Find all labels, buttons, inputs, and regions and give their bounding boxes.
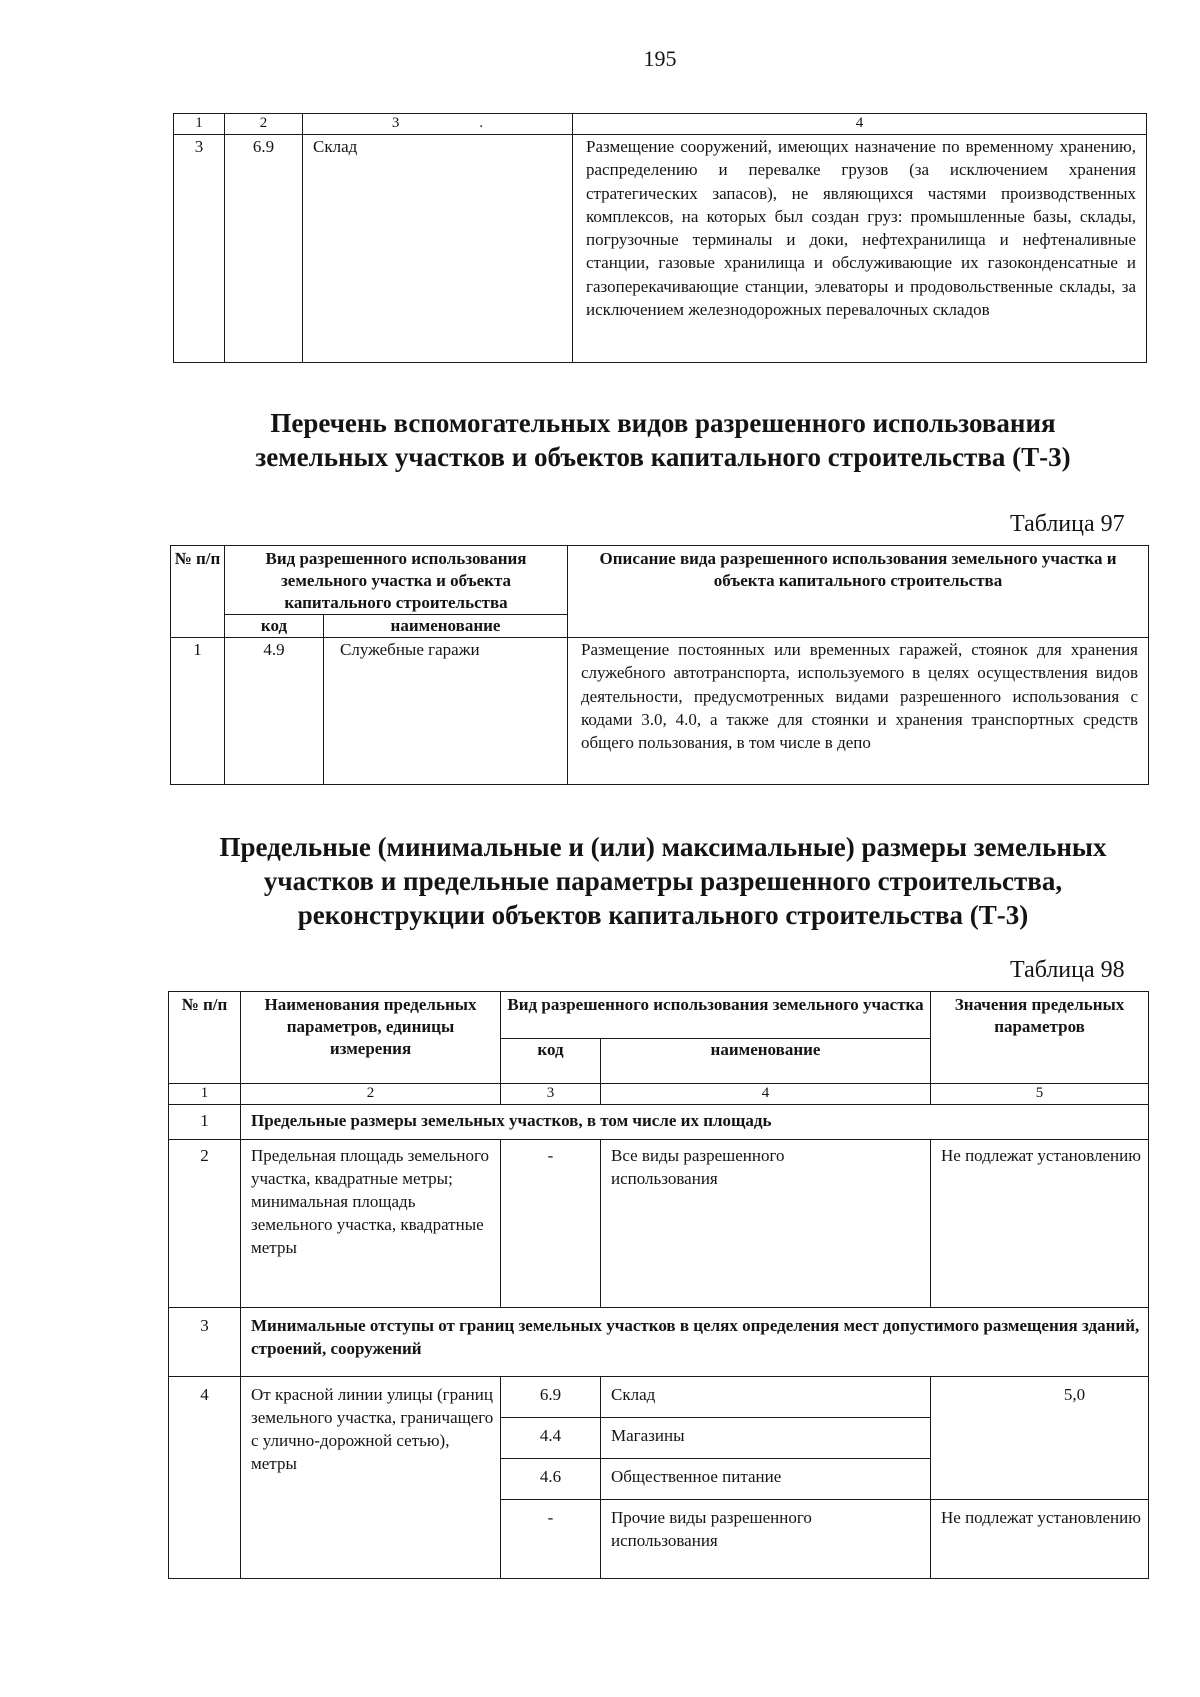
row-name: Магазины [601, 1418, 931, 1459]
row-code: 4.6 [501, 1459, 601, 1500]
row-value: Не подлежат установлению [931, 1140, 1149, 1308]
table-98-label: Таблица 98 [1010, 957, 1125, 983]
col-num-1: 1 [174, 114, 225, 135]
col-num-4: 4 [573, 114, 1147, 135]
row-number: 4 [169, 1377, 241, 1579]
section-row [169, 1308, 1149, 1377]
header-type: Вид разрешенного использования земельного участка [501, 992, 931, 1039]
heading-line: Перечень вспомогательных видов разрешенного использования [270, 408, 1056, 438]
row-number: 3 [169, 1308, 241, 1377]
row-description: Размещение постоянных или временных гаражей, стоянок для хранения служебного автотранспорта, используемого в целях осуществления видов деятельности, предусмотренных видами разрешенного использования с кодами 3.0, 4.0, а также для стоянки и хранения транспортных средств общего пользования, в том числе в депо [568, 638, 1149, 785]
section-row [169, 1105, 1149, 1140]
heading-line: реконструкции объектов капитального строительства (Т-3) [297, 900, 1029, 930]
row-param: От красной линии улицы (границ земельного участка, граничащего с улично-дорожной сетью), метры [241, 1377, 501, 1579]
row-code: 4.9 [225, 638, 324, 785]
col-num-3: 3 [501, 1084, 601, 1105]
row-name: Все виды разрешенного использования [601, 1140, 931, 1308]
row-number: 1 [171, 638, 225, 785]
header-value: Значения предельных параметров [931, 992, 1149, 1084]
section-title: Минимальные отступы от границ земельных участков в целях определения мест допустимого размещения зданий, строений, сооружений [241, 1308, 1149, 1377]
header-code: код [501, 1039, 601, 1084]
row-code: 4.4 [501, 1418, 601, 1459]
table-row [169, 1377, 1149, 1418]
col-num-3: 3 . [303, 114, 573, 135]
heading-auxiliary-uses [130, 406, 1196, 474]
section-title: Предельные размеры земельных участков, в том числе их площадь [241, 1105, 1149, 1140]
row-param: Предельная площадь земельного участка, квадратные метры; минимальная площадь земельного участка, квадратные метры [241, 1140, 501, 1308]
table-97-label: Таблица 97 [1010, 511, 1125, 537]
table-header-row [171, 546, 1149, 615]
row-code: 6.9 [501, 1377, 601, 1418]
col-num-2: 2 [225, 114, 303, 135]
row-value: 5,0 [931, 1377, 1149, 1500]
heading-line: земельных участков и объектов капитального строительства (Т-3) [255, 442, 1071, 472]
row-code: - [501, 1500, 601, 1579]
table-98 [168, 991, 1149, 1579]
heading-line: Предельные (минимальные и (или) максимальные) размеры земельных [219, 832, 1107, 862]
page-number: 195 [643, 46, 677, 71]
row-number: 1 [169, 1105, 241, 1140]
table-header-row [169, 992, 1149, 1039]
row-code: 6.9 [225, 135, 303, 363]
row-value: Не подлежат установлению [931, 1500, 1149, 1579]
header-param: Наименования предельных параметров, единицы измерения [241, 992, 501, 1084]
col-num-1: 1 [169, 1084, 241, 1105]
row-name: Прочие виды разрешенного использования [601, 1500, 931, 1579]
row-name: Склад [601, 1377, 931, 1418]
col-num-5: 5 [931, 1084, 1149, 1105]
table-row [169, 1140, 1149, 1308]
header-name: наименование [324, 615, 568, 638]
heading-line: участков и предельные параметры разрешенного строительства, [263, 866, 1063, 896]
row-number: 2 [169, 1140, 241, 1308]
table-continuation [173, 113, 1147, 363]
header-num: № п/п [169, 992, 241, 1084]
row-name: Служебные гаражи [324, 638, 568, 785]
header-description: Описание вида разрешенного использования земельного участка и объекта капитального строительства [568, 546, 1149, 638]
row-name: Общественное питание [601, 1459, 931, 1500]
header-code: код [225, 615, 324, 638]
column-number-row [169, 1084, 1149, 1105]
table-row [171, 638, 1149, 785]
table-row [174, 135, 1147, 363]
header-type: Вид разрешенного использования земельного участка и объекта капитального строительства [225, 546, 568, 615]
col-num-4: 4 [601, 1084, 931, 1105]
table-header-row [174, 114, 1147, 135]
table-97 [170, 545, 1149, 785]
row-code: - [501, 1140, 601, 1308]
heading-limits [130, 830, 1196, 932]
row-description: Размещение сооружений, имеющих назначение по временному хранению, распределению и перевалке грузов (за исключением хранения стратегических запасов), не являющихся частями производственных комплексов, на которых был создан груз: промышленные базы, склады, погрузочные терминалы и доки, нефтехранилища и нефтеналивные станции, газовые хранилища и обслуживающие их газоконденсатные и газоперекачивающие станции, элеваторы и продовольственные склады, за исключением железнодорожных перевалочных складов [573, 135, 1147, 363]
row-name: Склад [303, 135, 573, 363]
col-num-2: 2 [241, 1084, 501, 1105]
header-name: наименование [601, 1039, 931, 1084]
header-num: № п/п [171, 546, 225, 638]
row-number: 3 [174, 135, 225, 363]
